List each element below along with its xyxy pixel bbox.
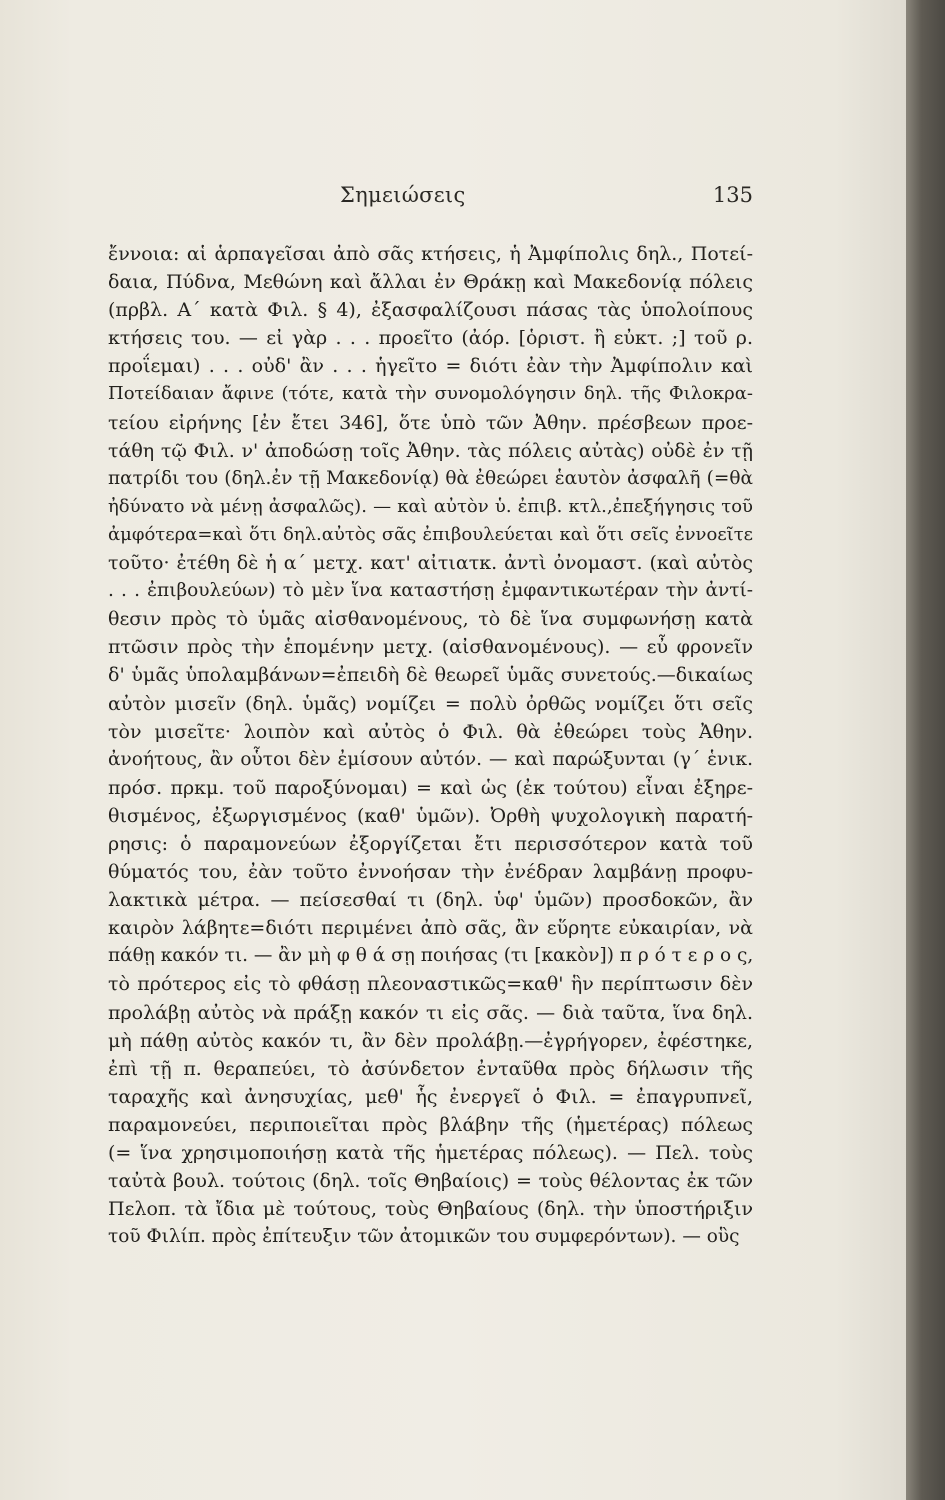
running-title: Σημειώσεις: [340, 183, 466, 207]
text-line: τοῦ Φιλίπ. πρὸς ἐπίτευξιν τῶν ἀτομικῶν του συμφερόντων). — οὓς: [108, 1226, 740, 1248]
text-line: τείου εἰρήνης [ἐν ἔτει 346], ὅτε ὑπὸ τῶν Ἀθην. πρέσβεων προε-: [108, 411, 753, 434]
text-line: θισμένος, ἐξωργισμένος (καθ' ὑμῶν). Ὀρθὴ ψυχολογικὴ παρατή-: [108, 804, 753, 827]
text-line: ἠδύνατο νὰ μένῃ ἀσφαλῶς). — καὶ αὐτὸν ὑ. ἐπιβ. κτλ.,ἐπεξήγησις τοῦ: [108, 495, 753, 517]
text-line: ταὐτὰ βουλ. τούτοις (δηλ. τοῖς Θηβαίοις) = τοὺς θέλοντας ἐκ τῶν: [108, 1170, 753, 1193]
page-number: 135: [712, 183, 753, 207]
page-header: [108, 183, 753, 219]
text-line: ἔννοια: αἱ ἁρπαγεῖσαι ἀπὸ σᾶς κτήσεις, ἡ Ἀμφίπολις δηλ., Ποτεί-: [108, 243, 753, 265]
text-line: κτήσεις του. — εἰ γὰρ . . . προεῖτο (ἀόρ. [ὁριστ. ἢ εὐκτ. ;] τοῦ ρ.: [108, 327, 753, 350]
text-line: Ποτείδαιαν ἄφινε (τότε, κατὰ τὴν συνομολόγησιν δηλ. τῆς Φιλοκρα-: [108, 383, 753, 405]
text-line: ταραχῆς καὶ ἀνησυχίας, μεθ' ἧς ἐνεργεῖ ὁ Φιλ. = ἐπαγρυπνεῖ,: [108, 1085, 753, 1108]
text-line: πρόσ. πρκμ. τοῦ παροξύνομαι) = καὶ ὡς (ἐκ τούτου) εἶναι ἐξηρε-: [108, 776, 753, 799]
text-line: αὐτὸν μισεῖν (δηλ. ὑμᾶς) νομίζει = πολὺ ὀρθῶς νομίζει ὅτι σεῖς: [108, 692, 753, 715]
text-line: τάθη τῷ Φιλ. ν' ἀποδώσῃ τοῖς Ἀθην. τὰς πόλεις αὐτὰς) οὐδὲ ἐν τῇ: [108, 439, 753, 462]
text-line: τοῦτο· ἐτέθη δὲ ἡ α΄ μετχ. κατ' αἰτιατκ. ἀντὶ ὀνομαστ. (καὶ αὐτὸς: [108, 552, 753, 575]
text-line: λακτικὰ μέτρα. — πείσεσθαί τι (δηλ. ὑφ' ὑμῶν) προσδοκῶν, ἂν: [108, 889, 753, 912]
text-line: θεσιν πρὸς τὸ ὑμᾶς αἰσθανομένους, τὸ δὲ ἵνα συμφωνήσῃ κατὰ: [108, 608, 753, 631]
text-line: Πελοπ. τὰ ἴδια μὲ τούτους, τοὺς Θηβαίους (δηλ. τὴν ὑποστήριξιν: [108, 1198, 753, 1221]
text-line: μὴ πάθῃ αὐτὸς κακόν τι, ἂν δὲν προλάβῃ.—ἐγρήγορεν, ἐφέστηκε,: [108, 1029, 753, 1052]
text-line: παραμονεύει, περιποιεῖται πρὸς βλάβην τῆς (ἡμετέρας) πόλεως: [108, 1113, 753, 1136]
text-line: καιρὸν λάβητε=διότι περιμένει ἀπὸ σᾶς, ἂν εὕρητε εὐκαιρίαν, νὰ: [108, 917, 753, 940]
text-line: (= ἵνα χρησιμοποιήσῃ κατὰ τῆς ἡμετέρας πόλεως). — Πελ. τοὺς: [108, 1142, 753, 1164]
text-line: προΐεμαι) . . . οὐδ' ἂν . . . ἡγεῖτο = διότι ἐὰν τὴν Ἀμφίπολιν καὶ: [108, 355, 753, 378]
book-spine-shadow: [906, 0, 945, 1500]
text-line: δ' ὑμᾶς ὑπολαμβάνων=ἐπειδὴ δὲ θεωρεῖ ὑμᾶς συνετούς.—δικαίως: [108, 664, 753, 687]
text-line: προλάβῃ αὐτὸς νὰ πράξῃ κακόν τι εἰς σᾶς. — διὰ ταῦτα, ἵνα δηλ.: [108, 1001, 753, 1024]
text-line: θύματός του, ἐὰν τοῦτο ἐννοήσαν τὴν ἐνέδραν λαμβάνῃ προφυ-: [108, 861, 753, 884]
text-line: ρησις: ὁ παραμονεύων ἐξοργίζεται ἔτι περισσότερον κατὰ τοῦ: [108, 832, 753, 855]
text-line: ἀνοήτους, ἂν οὗτοι δὲν ἐμίσουν αὐτόν. — καὶ παρώξυνται (γ΄ ἑνικ.: [108, 748, 753, 770]
text-line: τὸν μισεῖτε· λοιπὸν καὶ αὐτὸς ὁ Φιλ. θὰ ἐθεώρει τοὺς Ἀθην.: [108, 720, 753, 743]
text-line: . . . ἐπιβουλεύων) τὸ μὲν ἵνα καταστήσῃ ἐμφαντικωτέραν τὴν ἀντί-: [108, 580, 753, 602]
text-line: τὸ πρότερος εἰς τὸ φθάσῃ πλεοναστικῶς=καθ' ἣν περίπτωσιν δὲν: [108, 973, 753, 996]
notes-text: [108, 240, 753, 1251]
text-line: δαια, Πύδνα, Μεθώνη καὶ ἄλλαι ἐν Θράκῃ καὶ Μακεδονίᾳ πόλεις: [108, 271, 753, 294]
text-line: πατρίδι του (δηλ.ἐν τῇ Μακεδονίᾳ) θὰ ἐθεώρει ἑαυτὸν ἀσφαλῆ (=θὰ: [108, 467, 753, 489]
text-line: ἀμφότερα=καὶ ὅτι δηλ.αὐτὸς σᾶς ἐπιβουλεύεται καὶ ὅτι σεῖς ἐννοεῖτε: [108, 523, 753, 545]
text-line: (πρβλ. Α΄ κατὰ Φιλ. § 4), ἐξασφαλίζουσι πάσας τὰς ὑπολοίπους: [108, 299, 753, 322]
text-line: πτῶσιν πρὸς τὴν ἑπομένην μετχ. (αἰσθανομένους). — εὖ φρονεῖν: [108, 636, 753, 659]
text-line: ἐπὶ τῇ π. θεραπεύει, τὸ ἀσύνδετον ἐνταῦθα πρὸς δήλωσιν τῆς: [108, 1057, 753, 1080]
text-line: πάθῃ κακόν τι. — ἂν μὴ φ θ ά σῃ ποιήσας (τι [κακὸν]) π ρ ό τ ε ρ ο ς,: [108, 945, 753, 967]
